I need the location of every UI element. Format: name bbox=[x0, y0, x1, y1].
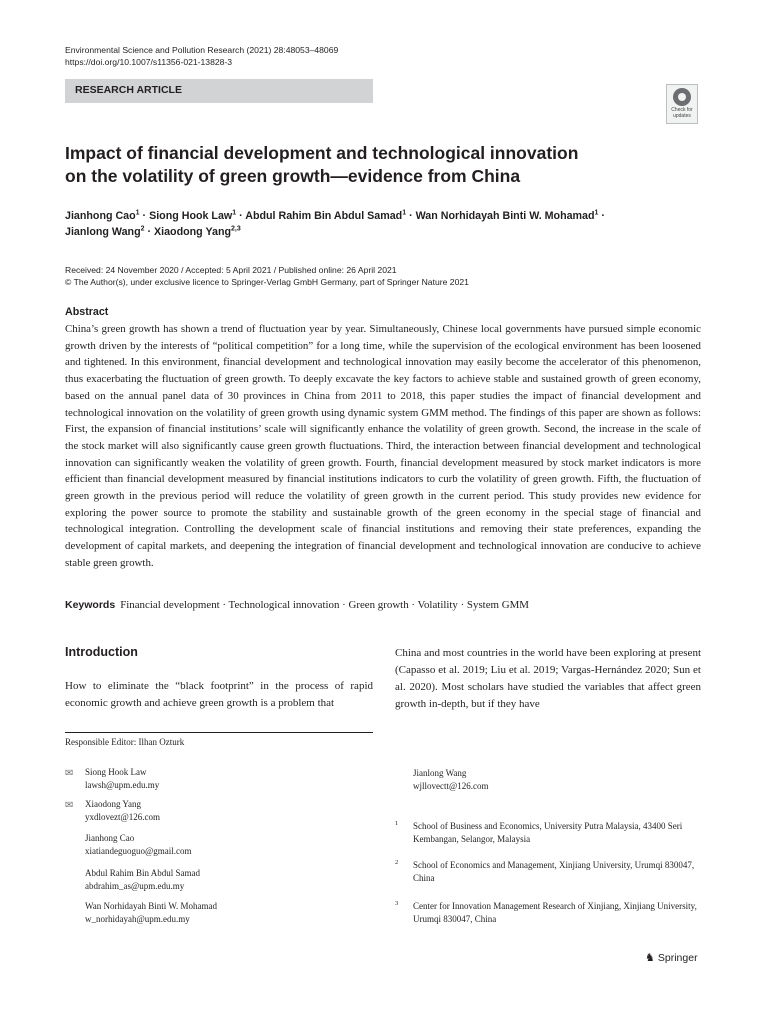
author-contact: Jianlong Wang wjllovectt@126.com bbox=[395, 767, 701, 792]
author-name[interactable]: Wan Norhidayah Binti W. Mohamad bbox=[415, 210, 595, 222]
footnote-divider bbox=[65, 732, 373, 733]
author-list: Jianhong Cao$^1$ · Siong Hook Law$^1$ · Abdul Rahim Bin Abdul Samad$^1$ · Wan Norhidayah Binti W. Mohamad$^1$ · Jianlong Wang$^2$ · Xiaodong Yang$^{2,3}$ bbox=[65, 209, 605, 238]
intro-paragraph-right: China and most countries in the world have been exploring at present (Capasso et al. 2019; Liu et al. 2019; Vargas-Hernández 2020; Sun et al. 2020). Most scholars have studied the variables that affect green growth in-depth, but if they have bbox=[395, 647, 701, 710]
abstract-heading: Abstract bbox=[65, 306, 109, 318]
email-link[interactable]: wjllovectt@126.com bbox=[413, 780, 489, 791]
responsible-editor: Responsible Editor: Ilhan Ozturk bbox=[65, 737, 185, 747]
email-link[interactable]: yxdlovezt@126.com bbox=[85, 811, 161, 822]
article-title: Impact of financial development and technological innovation on the volatility of green growth—evidence from China bbox=[65, 143, 579, 186]
affiliation-1: 1 School of Business and Economics, University Putra Malaysia, 43400 Seri Kembangan, Selangor, Malaysia bbox=[395, 820, 683, 844]
author-contact: Jianhong Cao xiatiandeguoguo@gmail.com bbox=[65, 832, 365, 857]
email-link[interactable]: lawsh@upm.edu.my bbox=[85, 779, 160, 790]
keywords-list: Financial development · Technological innovation · Green growth · Volatility · System GMM bbox=[120, 599, 529, 611]
abstract-text: China’s green growth has shown a trend of fluctuation year by year. Simultaneously, Chinese local governments have pursued simple economic growth driven by the interests of “political competition” for a long time, while the supervision of the ecological environment has been loosened and tightened. In this environment, financial development and technological innovation may easily become the accelerator of this phenomenon, thus exacerbating the fluctuation of green growth. To deeply excavate the key factors to achieve stable and sustained growth of green economy, based on the annual panel data of 30 provinces in China from 2011 to 2018, this paper studies the impact of financial development and technological innovation on the volatility of green growth using dynamic system GMM method. The findings of this paper are shown as follows: First, the expansion of financial institutions’ scale will significantly enhance the volatility of green growth. Second, the increase in the scale of the stock market will also significantly cause green growth fluctuations. Third, the interaction between financial development and technological innovation can significantly weaken the volatility of green growth. Fourth, financial development measured by stock market indicators is more efficient than financial development measured by financial institutions indicators to curb the volatility of green growth. Fifth, the fluctuation of green growth in the previous period will reduce the volatility of green growth in the current period. This study provides new evidence for exploring the power source to promote the stability and sustainable growth of the green economy in the special stage of financial and technological integration. Controlling the development scale of financial institutions and removing their state preferences, expanding the development of capital markets, and deepening the integration of financial development and technological innovation are conducive to achieve stable green growth. bbox=[65, 323, 701, 569]
introduction-heading: Introduction bbox=[65, 645, 138, 659]
author-name[interactable]: Siong Hook Law bbox=[149, 210, 233, 222]
envelope-icon: ✉ bbox=[65, 800, 74, 811]
publisher-logo: ♞ Springer bbox=[645, 951, 698, 964]
author-name[interactable]: Abdul Rahim Bin Abdul Samad bbox=[245, 210, 403, 222]
affiliation-2: 2 School of Economics and Management, Xinjiang University, Urumqi 830047, China bbox=[395, 859, 695, 883]
intro-paragraph-left: How to eliminate the “black footprint” in the process of rapid economic growth and achieve green growth is a problem that bbox=[65, 680, 373, 709]
journal-citation: Environmental Science and Pollution Research (2021) 28:48053–48069 bbox=[65, 45, 339, 55]
email-link[interactable]: w_norhidayah@upm.edu.my bbox=[85, 913, 190, 924]
envelope-icon: ✉ bbox=[65, 768, 74, 779]
copyright-notice: © The Author(s), under exclusive licence to Springer-Verlag GmbH Germany, part of Springer Nature 2021 bbox=[65, 277, 469, 287]
springer-horse-icon: ♞ bbox=[645, 951, 655, 964]
keywords-line bbox=[65, 598, 705, 612]
email-link[interactable]: abdrahim_as@upm.edu.my bbox=[85, 880, 185, 891]
keywords-label: Keywords bbox=[65, 599, 116, 611]
author-contact: Abdul Rahim Bin Abdul Samad abdrahim_as@upm.edu.my bbox=[65, 867, 365, 892]
affiliation-3: 3 Center for Innovation Management Research of Xinjiang, Xinjiang University, Urumqi 830047, China bbox=[395, 900, 697, 924]
check-for-updates-badge[interactable]: Check for updates bbox=[666, 84, 698, 124]
author-contact: Wan Norhidayah Binti W. Mohamad w_norhidayah@upm.edu.my bbox=[65, 900, 365, 925]
crossmark-icon bbox=[673, 88, 691, 106]
author-name[interactable]: Jianhong Cao bbox=[65, 210, 136, 222]
author-name[interactable]: Jianlong Wang bbox=[65, 226, 141, 238]
article-type-banner: RESEARCH ARTICLE bbox=[65, 79, 373, 103]
author-name[interactable]: Xiaodong Yang bbox=[154, 226, 232, 238]
publication-dates: Received: 24 November 2020 / Accepted: 5 April 2021 / Published online: 26 April 2021 © The Author(s), under exclusive licence to Springer-Verlag GmbH Germany, part of Springer Nature 2021 bbox=[65, 265, 469, 287]
corresponding-author-contact: ✉ Siong Hook Law lawsh@upm.edu.my bbox=[65, 766, 365, 791]
corresponding-author-contact: ✉ Xiaodong Yang yxdlovezt@126.com bbox=[65, 798, 365, 823]
doi-link[interactable]: https://doi.org/10.1007/s11356-021-13828-3 bbox=[65, 57, 233, 67]
email-link[interactable]: xiatiandeguoguo@gmail.com bbox=[85, 845, 192, 856]
